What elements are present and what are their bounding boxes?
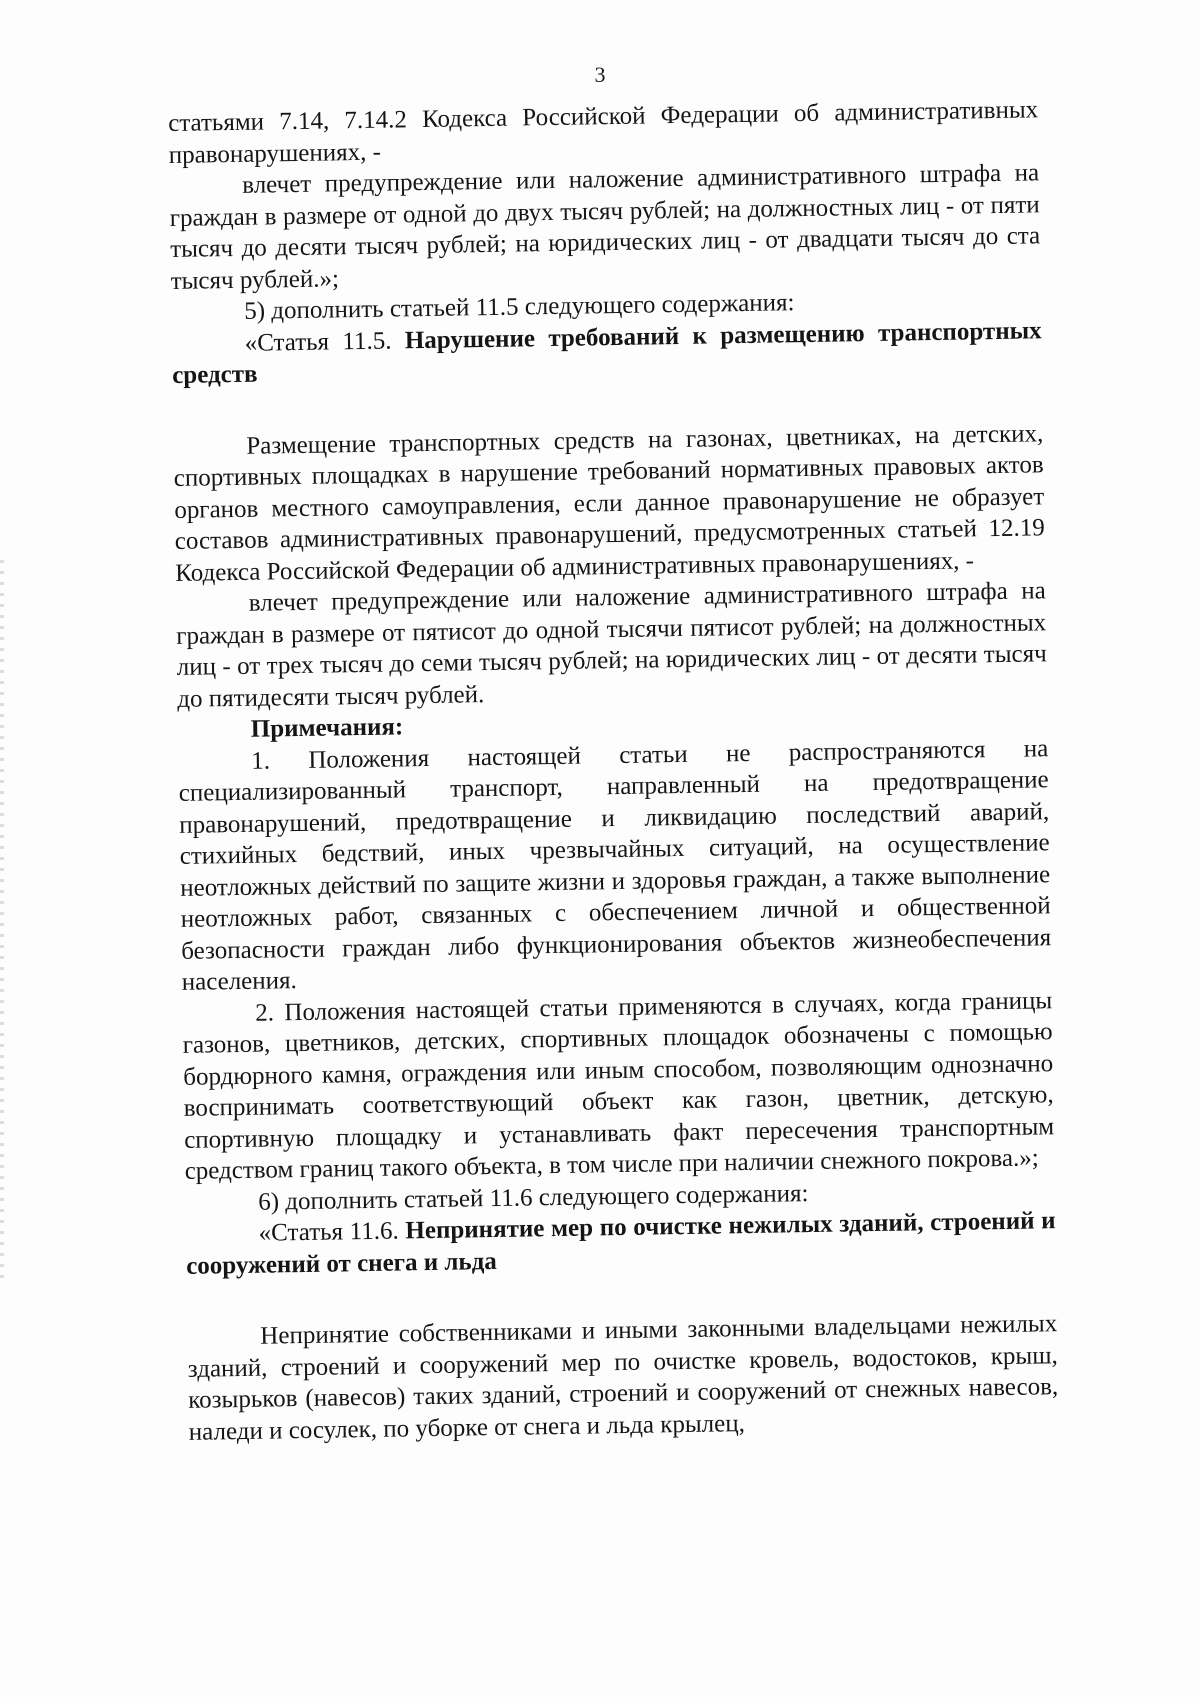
- article-11-5-title: Нарушение требований к размещению транспортных средств: [171, 316, 1042, 389]
- penalty-paragraph-1: влечет предупреждение или наложение административного штрафа на граждан в размере от одной до двух тысяч рублей; на должностных лиц - от пяти тысяч до десяти тысяч рублей; на юридических лиц - от двадцати тысяч до ста тысяч рублей.»;: [169, 159, 1041, 295]
- article-11-5-body: Размещение транспортных средств на газонах, цветниках, на детских, спортивных площадках в нарушение требований нормативных правовых актов органов местного самоуправления, если данное правонарушение не образует составов административных правонарушений, предусмотренных статьей 12.19 Кодекса Российской Федерации об административных правонарушениях, -: [173, 419, 1045, 587]
- note-1: 1. Положения настоящей статьи не распространяются на специализированный транспорт, направленный на предотвращение правонарушений, предотвращение и ликвидацию последствий аварий, стихийных бедствий, иных чрезвычайных ситуаций, на осуществление неотложных действий по защите жизни и здоровья граждан, а также выполнение неотложных работ, связанных с обеспечением личной и общественной безопасности граждан либо функционирования объектов жизнеобеспечения населения.: [178, 734, 1052, 996]
- article-11-5-heading: [171, 315, 1042, 392]
- paragraph-continuation: статьями 7.14, 7.14.2 Кодекса Российской Федерации об административных правонарушениях, -: [168, 96, 1039, 169]
- article-11-6-number: «Статья 11.6.: [258, 1217, 399, 1247]
- penalty-paragraph-2: влечет предупреждение или наложение административного штрафа на граждан в размере от пятисот до одной тысячи пятисот рублей; на должностных лиц - от трех тысяч до семи тысяч рублей; на юридических лиц - от десяти тысяч до пятидесяти тысяч рублей.: [176, 577, 1047, 713]
- note-2: 2. Положения настоящей статьи применяются в случаях, когда границы газонов, цветников, детских, спортивных площадок обозначены с помощью бордюрного камня, ограждения или иным способом, позволяющим однозначно воспринимать соответствующий объект как газон, цветник, детскую, спортивную площадку и устанавливать факт пересечения транспортным средством границ такого объекта, в том числе при наличии снежного покрова.»;: [182, 986, 1055, 1185]
- amendment-item-6: 6) дополнить статьей 11.6 следующего содержания:: [257, 1179, 809, 1216]
- article-11-6-body: Непринятие собственниками и иными законными владельцами нежилых зданий, строений и сооружений мер по очистке кровель, водостоков, крыш, козырьков (навесов) таких зданий, строений и сооружений от снежных навесов, наледи и сосулек, по уборке от снега и льда крылец,: [187, 1310, 1059, 1446]
- page-number: 3: [594, 62, 606, 87]
- notes-heading: Примечания:: [250, 713, 404, 743]
- amendment-item-5: 5) дополнить статьей 11.5 следующего содержания:: [243, 289, 795, 325]
- document-body: [168, 94, 1059, 1448]
- article-11-6-title: Непринятие мер по очистке нежилых зданий, строений и сооружений от снега и льда: [185, 1207, 1056, 1280]
- article-11-5-number: «Статья 11.5.: [244, 327, 392, 357]
- article-11-6-heading: [185, 1205, 1056, 1282]
- scan-edge-marks: [0, 560, 4, 1280]
